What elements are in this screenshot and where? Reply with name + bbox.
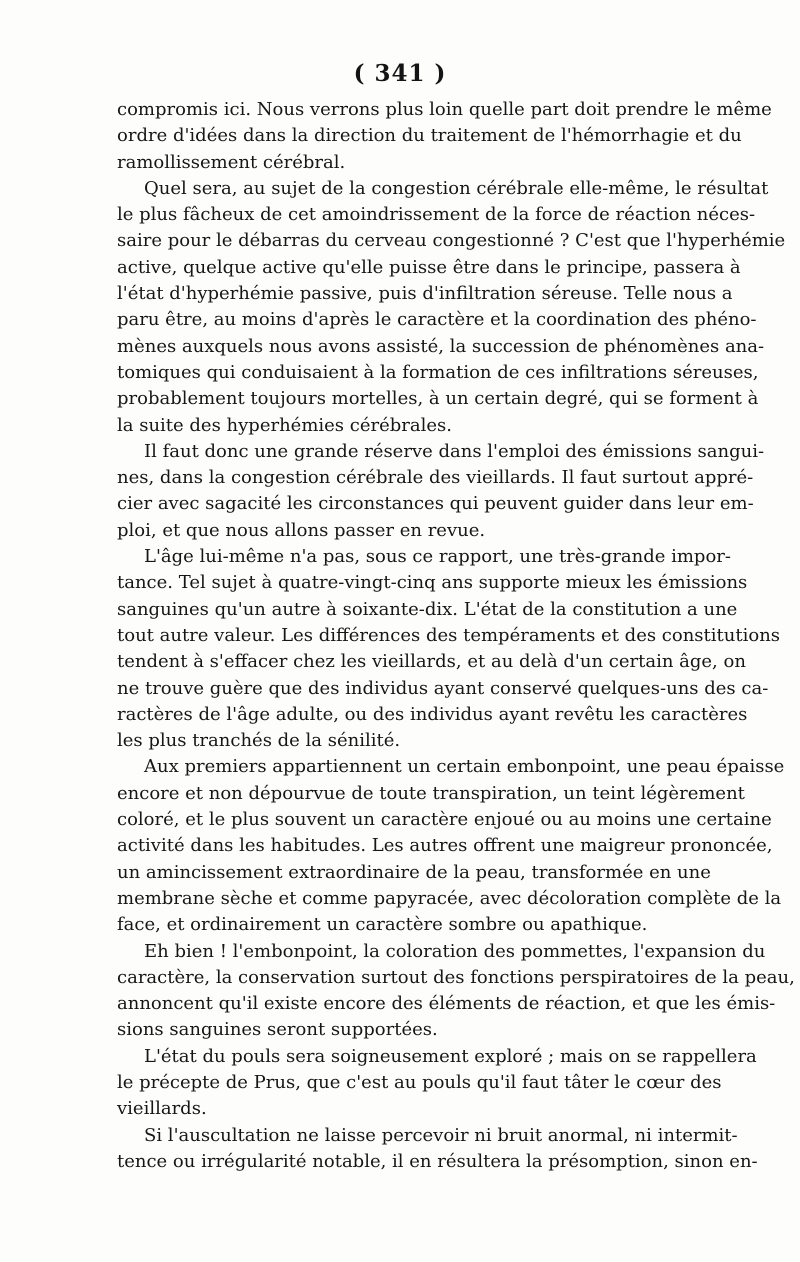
text-line: tout autre valeur. Les différences des tempéraments et des constitutions bbox=[117, 624, 781, 646]
text-line: Il faut donc une grande réserve dans l'emploi des émissions sangui- bbox=[144, 440, 765, 462]
text-line: Quel sera, au sujet de la congestion cérébrale elle-même, le résultat bbox=[144, 177, 769, 199]
text-line: le plus fâcheux de cet amoindrissement de la force de réaction néces- bbox=[117, 204, 756, 226]
text-line: l'état d'hyperhémie passive, puis d'infiltration séreuse. Telle nous a bbox=[117, 283, 733, 305]
text-line: sions sanguines seront supportées. bbox=[117, 1019, 438, 1041]
text-line: L'âge lui-même n'a pas, sous ce rapport, une très-grande impor- bbox=[144, 546, 731, 568]
text-line: membrane sèche et comme papyracée, avec décoloration complète de la bbox=[117, 887, 782, 909]
text-line: ordre d'idées dans la direction du traitement de l'hémorrhagie et du bbox=[117, 125, 742, 147]
text-line: face, et ordinairement un caractère sombre ou apathique. bbox=[117, 914, 648, 936]
text-line: vieillards. bbox=[117, 1098, 207, 1120]
text-line: mènes auxquels nous avons assisté, la succession de phénomènes ana- bbox=[117, 335, 765, 357]
paragraph bbox=[117, 439, 765, 544]
text-line: Aux premiers appartiennent un certain embonpoint, une peau épaisse bbox=[144, 756, 785, 778]
text-line: Eh bien ! l'embonpoint, la coloration des pommettes, l'expansion du bbox=[144, 940, 766, 962]
text-line: ploi, et que nous allons passer en revue. bbox=[117, 519, 486, 541]
text-line: les plus tranchés de la sénilité. bbox=[117, 730, 401, 752]
text-line: compromis ici. Nous verrons plus loin quelle part doit prendre le même bbox=[117, 99, 772, 120]
page-number: ( 341 ) bbox=[353, 60, 447, 87]
text-line: caractère, la conservation surtout des fonctions perspiratoires de la peau, bbox=[117, 966, 795, 988]
text-line: saire pour le débarras du cerveau congestionné ? C'est que l'hyperhémie bbox=[117, 230, 786, 252]
text-line: Si l'auscultation ne laisse percevoir ni bruit anormal, ni intermit- bbox=[144, 1124, 738, 1146]
text-line: active, quelque active qu'elle puisse être dans le principe, passera à bbox=[117, 256, 741, 278]
paragraph bbox=[117, 544, 781, 754]
text-line: sanguines qu'un autre à soixante-dix. L'état de la constitution a une bbox=[117, 598, 738, 620]
text-line: annoncent qu'il existe encore des éléments de réaction, et que les émis- bbox=[117, 993, 776, 1015]
text-line: ramollissement cérébral. bbox=[117, 151, 346, 173]
paragraph bbox=[117, 939, 795, 1044]
paragraph bbox=[117, 1044, 757, 1123]
paragraph bbox=[117, 176, 786, 439]
text-line: le précepte de Prus, que c'est au pouls qu'il faut tâter le cœur des bbox=[117, 1071, 722, 1093]
paragraph bbox=[117, 1123, 758, 1176]
text-line: encore et non dépourvue de toute transpiration, un teint légèrement bbox=[117, 782, 745, 804]
text-line: la suite des hyperhémies cérébrales. bbox=[117, 414, 452, 436]
text-line: paru être, au moins d'après le caractère et la coordination des phéno- bbox=[117, 309, 757, 331]
text-line: ractères de l'âge adulte, ou des individus ayant revêtu les caractères bbox=[117, 703, 748, 725]
text-line: cier avec sagacité les circonstances qui peuvent guider dans leur em- bbox=[117, 493, 754, 515]
paragraph bbox=[117, 754, 785, 938]
text-line: probablement toujours mortelles, à un certain degré, qui se forment à bbox=[117, 388, 759, 410]
body-text bbox=[117, 97, 795, 1175]
text-line: tance. Tel sujet à quatre-vingt-cinq ans supporte mieux les émissions bbox=[117, 572, 748, 594]
text-line: L'état du pouls sera soigneusement exploré ; mais on se rappellera bbox=[144, 1045, 757, 1067]
text-line: tendent à s'effacer chez les vieillards, et au delà d'un certain âge, on bbox=[117, 651, 746, 673]
text-line: nes, dans la congestion cérébrale des vieillards. Il faut surtout appré- bbox=[117, 467, 754, 489]
text-line: activité dans les habitudes. Les autres offrent une maigreur prononcée, bbox=[117, 835, 773, 857]
text-line: un amincissement extraordinaire de la peau, transformée en une bbox=[117, 861, 711, 883]
text-line: coloré, et le plus souvent un caractère enjoué ou au moins une certaine bbox=[117, 809, 772, 831]
paragraph bbox=[117, 97, 772, 176]
text-line: tomiques qui conduisaient à la formation de ces infiltrations séreuses, bbox=[117, 361, 759, 383]
text-line: ne trouve guère que des individus ayant conservé quelques-uns des ca- bbox=[117, 677, 769, 699]
text-line: tence ou irrégularité notable, il en résultera la présomption, sinon en- bbox=[117, 1150, 758, 1172]
